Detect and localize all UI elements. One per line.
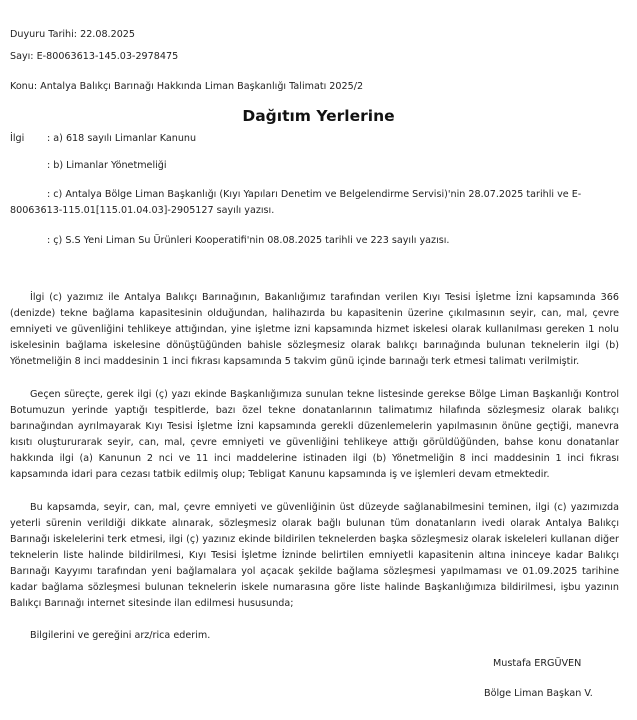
reference-item — [10, 233, 619, 249]
document-number: Sayı: E-80063613-145.03-2978475 — [10, 51, 179, 62]
body-paragraph: Bu kapsamda, seyir, can, mal, çevre emniyeti ve güvenliğinin üst düzeyde sağlanabilmesini teminen, ilgi (c) yazımızda yeterli sürenin verildiği dikkate alınarak, sözleşmesiz olarak bağlı bulunan tüm donatanların ivedi olarak Antalya Balıkçı Barınağı iskelelerini terk etmesi, ilgi (ç) yazınız ekinde bildirilen teknelerden başka sözleşmesiz olarak iskeleleri kullanan diğer teknelerin liste halinde bildirilmesi, Kıyı Tesisi İşletme İzninde belirtilen emniyetli kapasitenin altına ininceye kadar Balıkçı Barınağı Kayyımı tarafından yeni bağlamalara yol açacak şekilde bağlama sözleşmesi yapılmaması ve 01.09.2025 tarihine kadar bağlama sözleşmesi bulunan teknelerin iskele numarasına göre liste halinde Başkanlığımıza bildirilmesi, işbu yazının Balıkçı Barınağı internet sitesinde ilan edilmesi hususunda; — [10, 502, 619, 609]
body-paragraph: Geçen süreçte, gerek ilgi (ç) yazı ekinde Başkanlığımıza sunulan tekne listesinde gerekse Bölge Liman Başkanlığı Kontrol Botumuzun yerinde yaptığı tespitlerde, bazı özel tekne donatanlarının talimatımız hilafında sözleşmesiz olarak balıkçı barınağından ayrılmayarak Kıyı Tesisi İşletme İzni kapsamında gerekli düzenlemelerin yapılmasının önüne geçtiği, manevra kısıtı oluştururarak seyir, can, mal, çevre emniyeti ve güvenliğini tehlikeye attığı görüldüğünden, bahse konu donatanlar hakkında ilgi (a) Kanunun 2 nci ve 11 inci maddelerine istinaden ilgi (b) Yönetmeliğin 8 inci maddesinin 1 inci fıkrası kapsamında idari para cezası tatbik edilmiş olup; Tebligat Kanunu kapsamında iş ve işlemleri devam etmektedir. — [10, 389, 619, 480]
reference-text: : b) Limanlar Yönetmeliği — [47, 160, 167, 171]
reference-text: : ç) S.S Yeni Liman Su Ürünleri Kooperatifi'nin 08.08.2025 tarihli ve 223 sayılı yazısı. — [47, 235, 450, 246]
closing-line: Bilgilerini ve gereğini arz/rica ederim. — [30, 630, 211, 641]
document-subject: Konu: Antalya Balıkçı Barınağı Hakkında Liman Başkanlığı Talimatı 2025/2 — [10, 81, 364, 92]
reference-text: : c) Antalya Bölge Liman Başkanlığı (Kıyı Yapıları Denetim ve Belgelendirme Servisi)'nin 28.07.2025 tarihli ve E-80063613-115.01[115.01.04.03]-2905127 sayılı yazısı. — [10, 189, 582, 216]
reference-item — [10, 158, 619, 174]
page-title: Dağıtım Yerlerine — [242, 107, 395, 125]
reference-text: : a) 618 sayılı Limanlar Kanunu — [47, 133, 197, 144]
reference-item — [10, 187, 619, 219]
signatory-name: Mustafa ERGÜVEN — [493, 658, 582, 669]
body-paragraph: İlgi (c) yazımız ile Antalya Balıkçı Barınağının, Bakanlığımız tarafından verilen Kıyı Tesisi İşletme İzni kapsamında 366 (denizde) tekne bağlama kapasitesinin olduğundan, halihazırda bu kapasitenin üzerine çıkılmasının seyir, can, mal, çevre emniyeti ve güvenliğini tehlikeye attığından, yine işletme izni kapsamında hizmet iskelesi olarak kullanılması gereken 1 nolu iskelesinin bağlama iskelesine dönüştüğünden bahisle sözleşmesiz olarak balıkçı barınağında bulunan teknelerin ilgi (b) Yönetmeliğin 8 inci maddesinin 1 inci fıkrası kapsamında 5 takvim günü içinde barınağı terk etmesi talimatı verilmiştir. — [10, 292, 619, 367]
announcement-date: Duyuru Tarihi: 22.08.2025 — [10, 29, 136, 40]
signatory-position: Bölge Liman Başkan V. — [484, 688, 593, 699]
reference-item — [10, 131, 619, 147]
reference-label: İlgi — [10, 133, 25, 144]
